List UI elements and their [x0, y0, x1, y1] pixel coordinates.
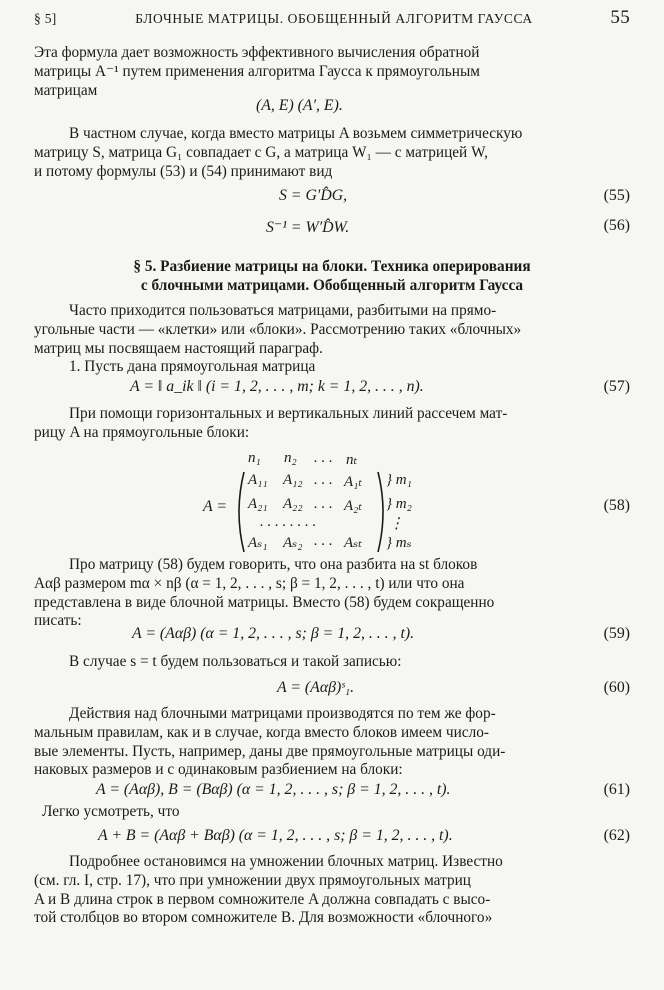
equation-58-number: (58)	[603, 497, 630, 514]
running-header	[34, 9, 630, 33]
header-title: БЛОЧНЫЕ МАТРИЦЫ. ОБОБЩЕННЫЙ АЛГОРИТМ ГАУССА	[135, 11, 533, 26]
equation-55-number: (55)	[603, 187, 630, 204]
equation-55: S = G′D̂G,	[279, 187, 348, 204]
paragraph-5: Про матрицу (58) будем говорить, что она разбита на st блоков Aαβ размером mα × nβ (α = 1, 2, . . . , s; β = 1, 2, . . . , t) или что она представлена в виде блочной матрицы. Вместо (58) будем сокращенно писать:	[34, 556, 495, 630]
equation-62-number: (62)	[603, 827, 630, 844]
equation-61: A = (Aαβ), B = (Bαβ) (α = 1, 2, . . . , s; β = 1, 2, . . . , t).	[96, 781, 451, 798]
equation-59-number: (59)	[603, 625, 630, 642]
matrix-cell: A₂ₜ	[344, 498, 363, 514]
col-size-2: n₂	[284, 450, 297, 466]
paragraph-4: При помощи горизонтальных и вертикальных линий рассечем мат- рицу A на прямоугольные блоки:	[34, 405, 508, 441]
header-section: § 5]	[34, 11, 57, 26]
equation-62: A + B = (Aαβ + Bαβ) (α = 1, 2, . . . , s; β = 1, 2, . . . , t).	[98, 827, 453, 844]
matrix-dots-row: . . . . . . . .	[260, 514, 317, 530]
matrix-cell: A₂₁	[248, 496, 268, 512]
row-size-2: } m₂	[386, 496, 412, 512]
equation-56-number: (56)	[603, 217, 630, 234]
equation-ae: (A, E) (A′, E).	[256, 97, 343, 114]
equation-57-number: (57)	[603, 378, 630, 395]
matrix-cell: Aₛₜ	[344, 535, 362, 551]
col-size-dots: . . .	[314, 450, 333, 466]
col-size-1: n₁	[248, 450, 261, 466]
equation-57: A = ‖ a_ik ‖ (i = 1, 2, . . . , m; k = 1, 2, . . . , n).	[130, 378, 424, 395]
matrix-cell: Aₛ₂	[283, 535, 303, 551]
matrix-lhs: A =	[203, 498, 227, 515]
section-heading: § 5. Разбиение матрицы на блоки. Техника оперирования с блочными матрицами. Обобщенный алгоритм Гаусса	[133, 258, 531, 294]
paragraph-2: В частном случае, когда вместо матрицы A возьмем симметрическую матрицу S, матрица G₁ совпадает с G, а матрица W₁ — с матрицей W, и потому формулы (53) и (54) принимают вид	[34, 125, 523, 180]
matrix-cell: A₁₁	[248, 472, 268, 488]
equation-60: A = (Aαβ)ˢ₁.	[277, 679, 355, 696]
equation-59: A = (Aαβ) (α = 1, 2, . . . , s; β = 1, 2, . . . , t).	[132, 625, 415, 642]
col-size-t: nₜ	[346, 452, 358, 468]
equation-56: S⁻¹ = W′D̂W.	[266, 219, 350, 236]
matrix-cell: A₂₂	[283, 496, 303, 512]
equation-60-number: (60)	[603, 679, 630, 696]
paragraph-7: Действия над блочными матрицами производятся по тем же фор- мальным правилам, как и в случае, когда вместо блоков имеем число- вые элементы. Пусть, например, даны две прямоугольные матрицы оди- наковых размеров и с одинаковым разбиением на блоки:	[34, 705, 506, 779]
matrix-cell: Aₛ₁	[248, 535, 268, 551]
paragraph-8: Легко усмотреть, что	[42, 803, 180, 820]
paragraph-1: Эта формула дает возможность эффективного вычисления обратной матрицы A⁻¹ путем применения алгоритма Гаусса к прямоугольным матрицам	[34, 44, 480, 99]
paragraph-6: В случае s = t будем пользоваться и такой записью:	[69, 653, 402, 670]
matrix-cell: . . .	[314, 533, 333, 549]
book-page	[34, 0, 630, 990]
matrix-cell: A₁₂	[283, 472, 303, 488]
matrix-cell: . . .	[314, 472, 333, 488]
row-size-dots: ⋮	[389, 516, 404, 532]
row-size-1: } m₁	[386, 472, 412, 488]
paragraph-3: Часто приходится пользоваться матрицами, разбитыми на прямо- угольные части — «клетки» или «блоки». Рассмотрению таких «блочных» матриц мы посвящаем настоящий параграф. 1. Пусть дана прямоугольная матрица	[34, 302, 522, 376]
paragraph-9: Подробнее остановимся на умножении блочных матриц. Известно (см. гл. I, стр. 17), что при умножении двух прямоугольных матриц A и B длина строк в первом сомножителе A должна совпадать с высо- той столбцов во втором сомножителе B. Для возможности «блочного»	[34, 853, 503, 927]
equation-61-number: (61)	[603, 781, 630, 798]
matrix-cell: . . .	[314, 496, 333, 512]
row-size-s: } mₛ	[386, 535, 412, 551]
matrix-cell: A₁ₜ	[344, 474, 363, 490]
page-number: 55	[610, 7, 630, 28]
